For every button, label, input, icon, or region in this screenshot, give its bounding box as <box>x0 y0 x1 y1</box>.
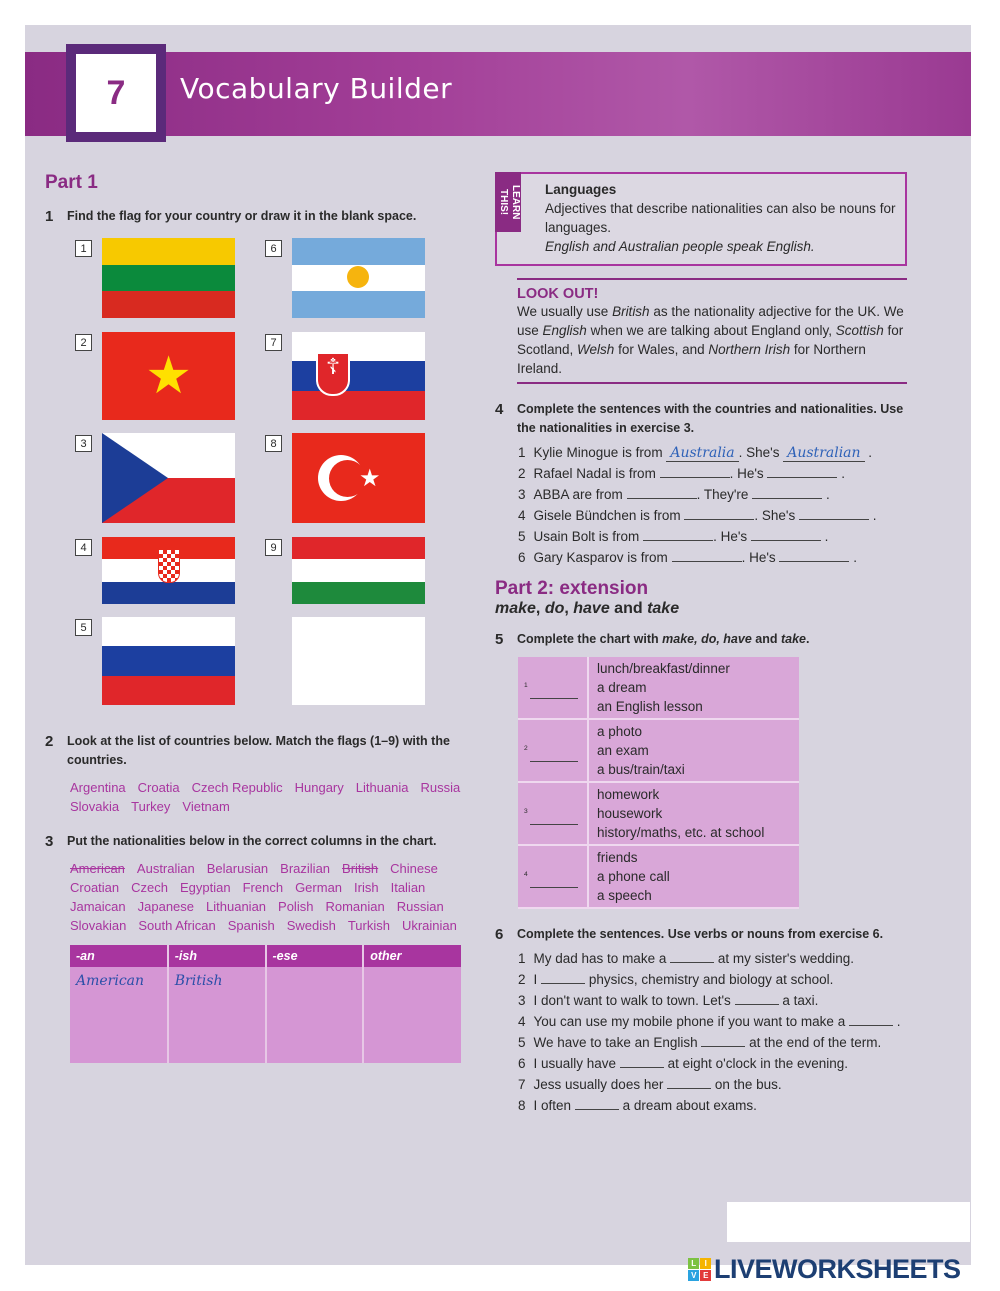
text-segment: I don't want to walk to town. Let's <box>533 993 731 1008</box>
nationality-word: Irish <box>354 880 379 895</box>
ex4-instruction <box>495 400 910 438</box>
text-segment: Scottish <box>835 323 884 338</box>
answer-blank[interactable] <box>530 679 578 699</box>
answer-blank[interactable] <box>752 487 822 499</box>
country-list <box>70 778 465 816</box>
answer-blank[interactable] <box>779 550 849 562</box>
answer-blank[interactable] <box>643 529 713 541</box>
flag-czech-republic <box>102 433 235 523</box>
flag-stripe <box>292 361 425 390</box>
verb-blank[interactable] <box>518 782 588 845</box>
country-word: Argentina <box>70 780 126 795</box>
nationality-list <box>70 859 465 935</box>
nationality-word: Brazilian <box>280 861 331 876</box>
flag-stripe <box>102 265 235 292</box>
verb-blank[interactable] <box>518 657 588 719</box>
text-segment: 2 <box>518 466 526 481</box>
text-segment: 4 <box>518 1014 526 1029</box>
ex4-sentence: 1 Kylie Minogue is from Australia . She's Australian . <box>518 445 873 461</box>
flag-number: 7 <box>265 334 282 351</box>
answer-an[interactable]: American <box>70 967 168 1063</box>
collocations <box>588 719 799 782</box>
text-segment: 1 <box>518 951 526 966</box>
text-segment: I often <box>533 1098 572 1113</box>
text-segment: do <box>544 600 565 617</box>
ex6-sentence <box>518 990 908 1011</box>
flag-stripe <box>292 582 425 604</box>
nationality-word: Belarusian <box>206 861 269 876</box>
collocations <box>588 782 799 845</box>
text-segment: and <box>751 632 781 646</box>
look-out-title: LOOK OUT! <box>517 286 599 302</box>
flag-stripe <box>292 559 425 581</box>
text-segment: Find the flag for your country or draw it in the blank space. <box>67 209 417 223</box>
divider <box>517 278 907 280</box>
country-word: Slovakia <box>70 799 120 814</box>
col-other: other <box>363 945 461 967</box>
flag-stripe <box>292 537 425 559</box>
answer-blank[interactable] <box>620 1056 664 1068</box>
text-segment: 3 <box>518 487 526 502</box>
left-column <box>45 732 475 1063</box>
text-segment: . He's <box>713 529 748 544</box>
flag-stripe <box>102 617 235 646</box>
text-segment: 1 <box>45 208 54 225</box>
collocation-item: lunch/breakfast/dinner <box>597 661 730 676</box>
nationality-word: Croatian <box>70 880 120 895</box>
answer-blank[interactable] <box>670 951 714 963</box>
ex6-sentence <box>518 1074 908 1095</box>
answer-blank[interactable] <box>667 1077 711 1089</box>
flag-hungary <box>292 537 425 604</box>
text-segment: at my sister's wedding. <box>717 951 855 966</box>
flag-stripe <box>102 676 235 705</box>
nationality-word: Polish <box>278 899 314 914</box>
collocation-item: a photo <box>597 724 643 739</box>
nationality-word: Jamaican <box>70 899 126 914</box>
country-word: Czech Republic <box>191 780 283 795</box>
col-an: -an <box>70 945 168 967</box>
flag-stripe <box>102 291 235 318</box>
ex6-sentence <box>518 1011 908 1032</box>
ex6-sentence <box>518 1032 908 1053</box>
nationality-word: American <box>70 861 125 876</box>
text-segment: on the bus. <box>714 1077 782 1092</box>
collocation-item: homework <box>597 787 660 802</box>
text-segment: Northern Irish <box>708 342 791 357</box>
answer-blank[interactable] <box>541 972 585 984</box>
learn-this-tag: LEARN THIS! <box>495 172 521 232</box>
answer-blank[interactable] <box>751 529 821 541</box>
nationality-word: Egyptian <box>180 880 231 895</box>
nationality-chart <box>70 945 461 1063</box>
answer-blank[interactable] <box>530 805 578 825</box>
text-segment: Kylie Minogue is from <box>533 445 663 460</box>
text-segment: for Wales, and <box>614 342 709 357</box>
text-segment: . He's <box>741 550 776 565</box>
country-word: Lithuania <box>355 780 409 795</box>
page-title: Vocabulary Builder <box>180 72 453 105</box>
text-segment: . She's <box>738 445 780 460</box>
text-segment: physics, chemistry and biology at school. <box>588 972 834 987</box>
text-segment: 1 <box>524 682 528 690</box>
text-segment: 4 <box>518 508 526 523</box>
text-segment: Look at the list of countries below. Match the flags (1–9) with the countries. <box>67 734 450 767</box>
flag-stripe <box>292 238 425 265</box>
collocation-item: history/maths, etc. at school <box>597 825 765 840</box>
answer-blank[interactable] <box>530 868 578 888</box>
verb-blank[interactable] <box>518 845 588 908</box>
collocation-item: a dream <box>597 680 647 695</box>
country-word: Russia <box>420 780 461 795</box>
nationality-word: Slovakian <box>70 918 127 933</box>
ex4-sentence: 2 Rafael Nadal is from . He's . <box>518 466 845 481</box>
text-segment: 7 <box>518 1077 526 1092</box>
text-segment: ABBA are from <box>533 487 623 502</box>
ex5-instruction <box>495 630 910 649</box>
chart-row <box>518 657 799 719</box>
flag-stripe <box>292 291 425 318</box>
text-segment: 5 <box>518 529 526 544</box>
ex1-instruction <box>45 207 475 226</box>
flag-number: 9 <box>265 539 282 556</box>
text-segment: take <box>647 600 680 617</box>
col-ish: -ish <box>168 945 266 967</box>
text-segment: 4 <box>495 401 504 418</box>
flag-croatia <box>102 537 235 604</box>
chart-row <box>518 845 799 908</box>
chart-row <box>518 782 799 845</box>
text-segment: We usually use <box>517 304 613 319</box>
collocations <box>588 657 799 719</box>
nationality-word: British <box>342 861 379 876</box>
nationality-word: South African <box>138 918 216 933</box>
text-segment: 6 <box>518 550 526 565</box>
flag-stripe <box>292 391 425 420</box>
text-segment: 3 <box>45 833 54 850</box>
text-segment: 2 <box>524 745 528 753</box>
text-segment: 8 <box>518 1098 526 1113</box>
answer-blank[interactable] <box>627 487 697 499</box>
answer-blank[interactable] <box>672 550 742 562</box>
flag-number: 4 <box>75 539 92 556</box>
text-segment: Complete the chart with <box>517 632 663 646</box>
answer-blank[interactable] <box>575 1098 619 1110</box>
flag-vietnam <box>102 332 235 420</box>
croatia-crest-icon <box>158 549 180 583</box>
answer-blank[interactable] <box>767 466 837 478</box>
liveworksheets-logo-icon: L I V E <box>688 1258 711 1281</box>
nationality-word: Italian <box>390 880 426 895</box>
text-segment: at eight o'clock in the evening. <box>667 1056 849 1071</box>
part2-heading: Part 2: extension <box>495 578 649 599</box>
text-segment: 4 <box>524 871 528 879</box>
text-segment: English <box>542 323 587 338</box>
country-word: Vietnam <box>182 799 230 814</box>
collocation-item: an English lesson <box>597 699 703 714</box>
text-segment: , <box>535 600 545 617</box>
blank-patch <box>727 1202 970 1242</box>
text-segment: 1 <box>518 445 526 460</box>
text-segment: have <box>573 600 610 617</box>
text-segment: , <box>564 600 574 617</box>
answer-nationality[interactable]: Australian <box>783 445 864 462</box>
answer-ese[interactable] <box>266 967 364 1063</box>
collocations <box>588 845 799 908</box>
answer-blank[interactable] <box>701 1035 745 1047</box>
nationality-word: Romanian <box>325 899 385 914</box>
text-segment: a dream about exams. <box>622 1098 757 1113</box>
part1-heading: Part 1 <box>45 172 98 193</box>
flag-stripe <box>102 582 235 604</box>
text-segment: when we are talking about England only, <box>586 323 836 338</box>
text-segment: Welsh <box>577 342 615 357</box>
text-segment: 5 <box>518 1035 526 1050</box>
unit-number: 7 <box>76 54 156 132</box>
text-segment: Gary Kasparov is from <box>533 550 668 565</box>
chart-row <box>518 719 799 782</box>
text-segment: a taxi. <box>782 993 819 1008</box>
text-segment: as the nationality adjective for the UK. We use <box>517 304 904 338</box>
triangle-shape <box>102 433 168 523</box>
text-segment: make, do, have <box>662 632 752 646</box>
answer-blank[interactable] <box>530 742 578 762</box>
ex4-sentence: 6 Gary Kasparov is from . He's . <box>518 550 857 565</box>
flag-stripe <box>292 617 425 705</box>
text-segment: Complete the sentences with the countries and nationalities. Use the nationalities in exercise 3. <box>517 402 904 435</box>
answer-blank[interactable] <box>735 993 779 1005</box>
text-segment: . She's <box>754 508 796 523</box>
text-segment: 3 <box>524 808 528 816</box>
flag-stripe <box>102 238 235 265</box>
nationality-word: Ukrainian <box>401 918 457 933</box>
flag-turkey <box>292 433 425 523</box>
flag-stripe <box>102 646 235 675</box>
text-segment: British <box>612 304 650 319</box>
collocation-item: a speech <box>597 888 652 903</box>
nationality-word: Chinese <box>390 861 438 876</box>
ex6-sentence <box>518 948 908 969</box>
text-segment: make <box>495 600 536 617</box>
answer-blank[interactable] <box>684 508 754 520</box>
answer-blank[interactable] <box>660 466 730 478</box>
text-segment: for Scotland, <box>517 323 904 357</box>
nationality-word: Czech <box>131 880 168 895</box>
col-ese: -ese <box>266 945 364 967</box>
answer-blank[interactable] <box>849 1014 893 1026</box>
flag-number: 1 <box>75 240 92 257</box>
flag-slovakia <box>292 332 425 420</box>
text-segment: 6 <box>495 926 504 943</box>
flag-blank <box>292 617 425 705</box>
verb-blank[interactable] <box>518 719 588 782</box>
nationality-word: Spanish <box>227 918 275 933</box>
learn-this-title: Languages <box>545 182 617 197</box>
flag-number: 6 <box>265 240 282 257</box>
country-word: Hungary <box>294 780 344 795</box>
learn-this-box <box>495 172 907 266</box>
text-segment: 5 <box>495 631 504 648</box>
collocation-item: an exam <box>597 743 649 758</box>
ex2-instruction <box>45 732 475 770</box>
part2-subheading <box>495 600 910 618</box>
answer-blank[interactable] <box>799 508 869 520</box>
text-segment: I usually have <box>533 1056 617 1071</box>
flag-number: 5 <box>75 619 92 636</box>
ex4-sentence: 3 ABBA are from . They're . <box>518 487 830 502</box>
star-icon: ★ <box>359 465 381 492</box>
text-segment: . <box>896 1014 901 1029</box>
flag-number: 2 <box>75 334 92 351</box>
text-segment: You can use my mobile phone if you want to make a <box>533 1014 846 1029</box>
star-icon: ★ <box>145 347 192 405</box>
nationality-word: Turkish <box>347 918 390 933</box>
text-segment: LIVEWORKSHEETS <box>714 1254 961 1284</box>
text-segment: . They're <box>696 487 749 502</box>
flag-argentina <box>292 238 425 318</box>
country-word: Turkey <box>131 799 171 814</box>
ex6-instruction <box>495 925 910 944</box>
text-segment: Usain Bolt is from <box>533 529 640 544</box>
text-segment: for Northern Ireland. <box>517 342 866 376</box>
unit-number-box <box>66 44 166 142</box>
sun-icon <box>347 266 369 288</box>
text-segment: 6 <box>518 1056 526 1071</box>
flag-russia <box>102 617 235 705</box>
text-segment: at the end of the term. <box>749 1035 882 1050</box>
nationality-word: Swedish <box>286 918 336 933</box>
text-segment: and <box>609 600 648 617</box>
divider <box>517 382 907 384</box>
slovakia-crest-icon: ☦ <box>316 352 350 396</box>
nationality-word: German <box>295 880 343 895</box>
collocation-item: housework <box>597 806 663 821</box>
nationality-word: Lithuanian <box>206 899 267 914</box>
ex4-sentence: 5 Usain Bolt is from . He's . <box>518 529 829 544</box>
text-segment: My dad has to make a <box>533 951 667 966</box>
nationality-word: Australian <box>136 861 195 876</box>
ex6-sentence <box>518 1095 908 1116</box>
ex3-instruction <box>45 832 475 851</box>
collocation-item: a phone call <box>597 869 670 884</box>
text-segment: . <box>805 632 810 646</box>
verb-chart <box>518 657 799 909</box>
flag-stripe <box>292 332 425 361</box>
text-segment: Jess usually does her <box>533 1077 664 1092</box>
text-segment: 2 <box>518 972 526 987</box>
ex6-sentences <box>518 948 908 1116</box>
collocation-item: friends <box>597 850 638 865</box>
text-segment: 3 <box>518 993 526 1008</box>
flag-number: 8 <box>265 435 282 452</box>
flag-number: 3 <box>75 435 92 452</box>
ex4-sentence: 4 Gisele Bündchen is from . She's . <box>518 508 877 523</box>
country-word: Croatia <box>137 780 180 795</box>
learn-this-text: Adjectives that describe nationalities can also be nouns for languages. <box>545 201 896 235</box>
right-column <box>495 172 910 1116</box>
text-segment: 2 <box>45 733 54 750</box>
flag-lithuania <box>102 238 235 318</box>
liveworksheets-watermark <box>688 1254 988 1285</box>
text-segment: take <box>780 632 806 646</box>
text-segment: I <box>533 972 538 987</box>
ex6-sentence <box>518 969 908 990</box>
text-segment: We have to take an English <box>533 1035 698 1050</box>
answer-ish[interactable]: British <box>168 967 266 1063</box>
nationality-word: French <box>242 880 284 895</box>
look-out-text <box>517 302 907 378</box>
text-segment: Complete the sentences. Use verbs or nouns from exercise 6. <box>517 927 884 941</box>
nationality-word: Russian <box>396 899 444 914</box>
ex6-sentence <box>518 1053 908 1074</box>
text-segment: Put the nationalities below in the correct columns in the chart. <box>67 834 437 848</box>
text-segment: . He's <box>729 466 764 481</box>
learn-this-example: English and Australian people speak English. <box>545 239 815 254</box>
collocation-item: a bus/train/taxi <box>597 762 685 777</box>
nationality-word: Japanese <box>137 899 195 914</box>
text-segment: Rafael Nadal is from <box>533 466 656 481</box>
answer-country[interactable]: Australia <box>666 445 738 462</box>
text-segment: Gisele Bündchen is from <box>533 508 681 523</box>
learn-this-content <box>545 180 897 256</box>
answer-other[interactable] <box>363 967 461 1063</box>
ex4-sentences <box>518 442 908 568</box>
